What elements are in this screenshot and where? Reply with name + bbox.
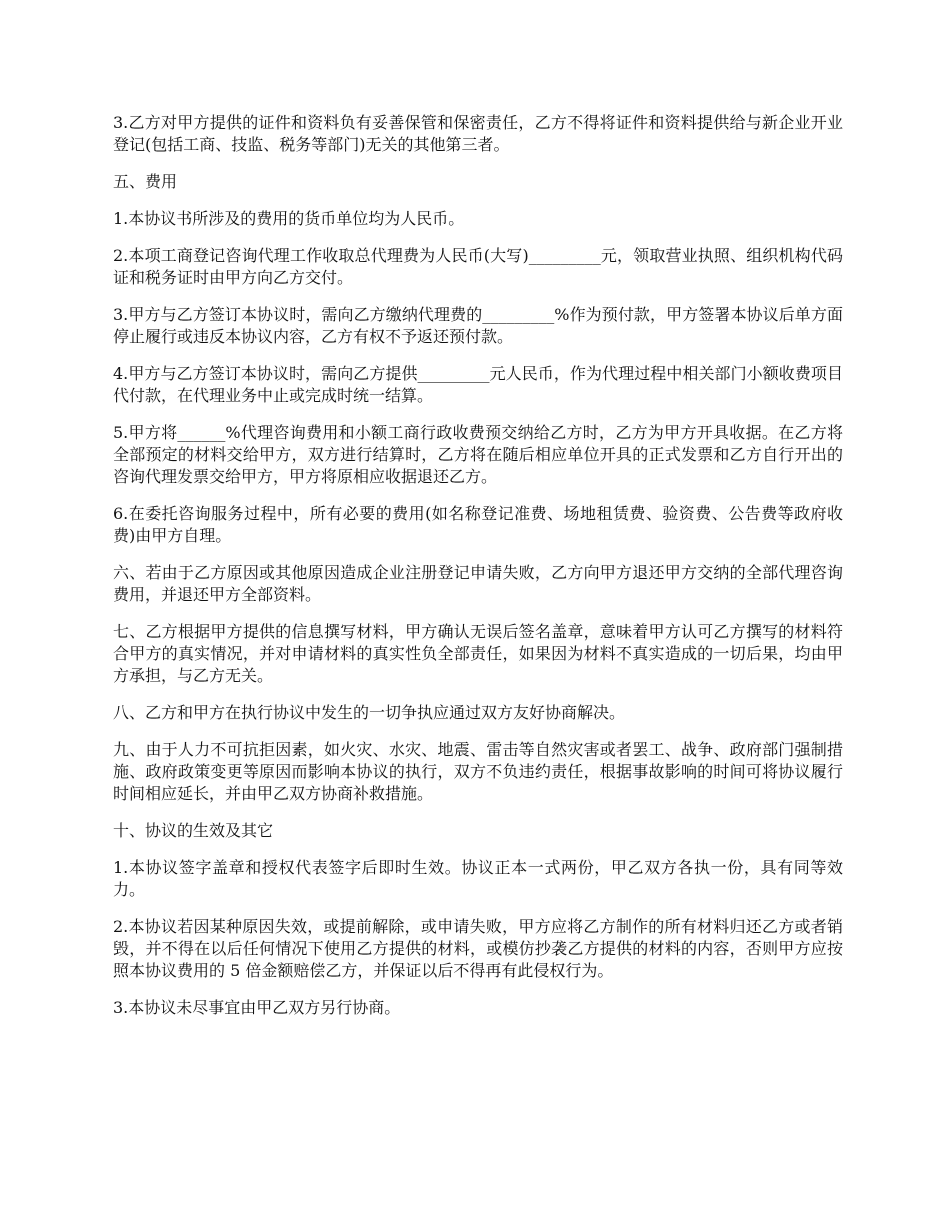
section-6-refund: 六、若由于乙方原因或其他原因造成企业注册登记申请失败，乙方向甲方退还甲方交纳的全部代理咨询费用，并退还甲方全部资料。 [113,563,843,604]
paragraph-fee-government: 6.在委托咨询服务过程中，所有必要的费用(如名称登记准费、场地租赁费、验资费、公告费等政府收费)由甲方自理。 [113,504,843,545]
paragraph-fee-prepayment: 3.甲方与乙方签订本协议时，需向乙方缴纳代理费的_________%作为预付款，甲方签署本协议后单方面停止履行或违反本协议内容，乙方有权不予返还预付款。 [113,305,843,346]
section-heading-fees: 五、费用 [113,172,178,191]
paragraph-effect-signing: 1.本协议签字盖章和授权代表签字后即时生效。协议正本一式两份，甲乙双方各执一份，具有同等效力。 [113,858,843,899]
section-heading-effect: 十、协议的生效及其它 [113,821,274,840]
section-8-disputes: 八、乙方和甲方在执行协议中发生的一切争执应通过双方友好协商解决。 [113,703,626,722]
document-page [113,112,843,1034]
paragraph-effect-termination: 2.本协议若因某种原因失效，或提前解除，或申请失败，甲方应将乙方制作的所有材料归还乙方或者销毁，并不得在以后任何情况下使用乙方提供的材料，或模仿抄袭乙方提供的材料的内容，否则甲方应按照本协议费用的 5 倍金额赔偿乙方，并保证以后不得再有此侵权行为。 [113,917,843,980]
paragraph-effect-other: 3.本协议未尽事宜由甲乙双方另行协商。 [113,998,401,1017]
paragraph-fee-total: 2.本项工商登记咨询代理工作收取总代理费为人民币(大写)_________元，领取营业执照、组织机构代码证和税务证时由甲方向乙方交付。 [113,246,843,287]
section-7-materials: 七、乙方根据甲方提供的信息撰写材料，甲方确认无误后签名盖章，意味着甲方认可乙方撰写的材料符合甲方的真实情况，并对申请材料的真实性负全部责任，如果因为材料不真实造成的一切后果，均由甲方承担，与乙方无关。 [113,622,843,685]
paragraph-fee-advance: 4.甲方与乙方签订本协议时，需向乙方提供_________元人民币，作为代理过程中相关部门小额收费项目代付款，在代理业务中止或完成时统一结算。 [113,364,843,405]
paragraph-clause-3-confidentiality: 3.乙方对甲方提供的证件和资料负有妥善保管和保密责任，乙方不得将证件和资料提供给与新企业开业登记(包括工商、技监、税务等部门)无关的其他第三者。 [113,113,843,154]
section-9-force-majeure: 九、由于人力不可抗拒因素，如火灾、水灾、地震、雷击等自然灾害或者罢工、战争、政府部门强制措施、政府政策变更等原因而影响本协议的执行，双方不负违约责任，根据事故影响的时间可将协议履行时间相应延长，并由甲乙双方协商补救措施。 [113,740,843,803]
paragraph-fee-receipt: 5.甲方将______%代理咨询费用和小额工商行政收费预交纳给乙方时，乙方为甲方开具收据。在乙方将全部预定的材料交给甲方，双方进行结算时，乙方将在随后相应单位开具的正式发票和乙方自行开出的咨询代理发票交给甲方，甲方将原相应收据退还乙方。 [113,423,843,486]
paragraph-fee-currency: 1.本协议书所涉及的费用的货币单位均为人民币。 [113,209,465,228]
